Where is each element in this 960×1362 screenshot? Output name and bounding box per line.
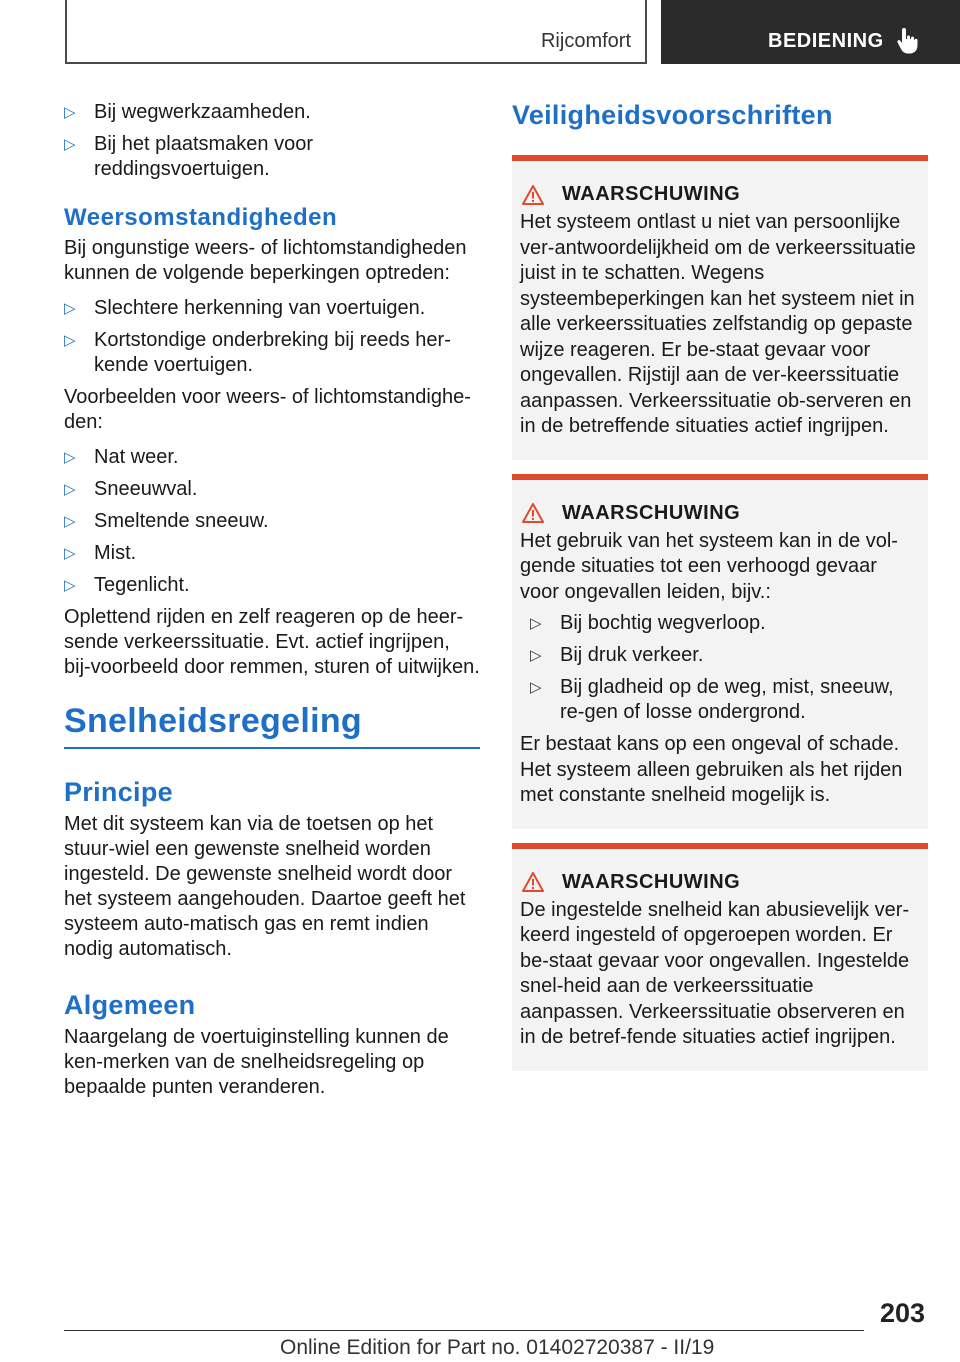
weather-advice-text: Oplettend rijden en zelf reageren op de heer-sende verkeerssituatie. Evt. actief ingrijpen, bij-voorbeeld door remmen, sturen of uitwijken. [64, 606, 480, 678]
warning-title [520, 502, 920, 525]
footer-edition-text: Online Edition for Part no. 01402720387 - II/19 [280, 1336, 715, 1359]
warning-title [520, 871, 920, 894]
warning-label: WAARSCHUWING [562, 501, 741, 524]
triangle-bullet-icon: ▷ [64, 545, 76, 562]
warning-label: WAARSCHUWING [562, 183, 741, 205]
triangle-bullet-icon: ▷ [530, 679, 542, 696]
warning-triangle-icon [522, 503, 544, 523]
list-item: ▷ Slechtere herkenning van voertuigen. [64, 297, 426, 319]
page-number: 203 [880, 1298, 926, 1328]
weather-heading: Weersomstandigheden [64, 204, 338, 231]
list-item: ▷ Bij gladheid op de weg, mist, sneeuw, re-gen of losse ondergrond. [530, 676, 894, 723]
list-item: ▷ Kortstondige onderbreking bij reeds her-kende voertuigen. [64, 329, 451, 376]
list-item: ▷ Bij druk verkeer. [530, 644, 704, 666]
intro-bullet-list [64, 100, 480, 182]
pointing-hand-icon [897, 28, 919, 54]
triangle-bullet-icon: ▷ [64, 481, 76, 498]
weather-intro-text: Bij ongunstige weers- of lichtomstandigheden kunnen de volgende beperkingen optreden: [64, 237, 467, 284]
list-item: ▷ Sneeuwval. [64, 478, 198, 500]
warning-title [520, 183, 920, 206]
warning-text: Het systeem ontlast u niet van persoonlijke ver-antwoordelijkheid om de verkeerssituatie juist in te schatten. Wegens systeembeperkingen kan het systeem niet in alle verkeerssituaties zelfstandig op gepaste wijze reageren. Er be-staat gevaar voor ongevallen. Rijstijl aan de ver-keerssituatie aanpassen. Verkeerssituatie ob-serveren en in de betreffende situaties actief ingrijpen. [520, 211, 916, 437]
right-column [512, 100, 928, 1085]
triangle-bullet-icon: ▷ [64, 136, 76, 153]
section-title-rule [64, 702, 480, 749]
list-item: ▷ Tegenlicht. [64, 574, 190, 596]
weather-examples-text: Voorbeelden voor weers- of lichtomstandighe-den: [64, 386, 471, 433]
triangle-bullet-icon: ▷ [530, 615, 542, 632]
header-chapter-title: BEDIENING [768, 30, 884, 52]
list-item: ▷ Bij wegwerkzaamheden. [64, 101, 311, 123]
general-text: Naargelang de voertuiginstelling kunnen de ken-merken van de snelheidsregeling op bepaalde punten veranderen. [64, 1026, 449, 1098]
warning-box [512, 843, 928, 1071]
list-item: ▷ Bij het plaatsmaken voor reddingsvoertuigen. [64, 133, 314, 180]
header-section-box [65, 0, 647, 64]
warning-bullet-list [530, 611, 920, 725]
section-title: Snelheidsregeling [64, 702, 362, 740]
warning-box [512, 155, 928, 460]
triangle-bullet-icon: ▷ [64, 513, 76, 530]
weather-limitations-list [64, 296, 480, 378]
triangle-bullet-icon: ▷ [530, 647, 542, 664]
warning-text: Het gebruik van het systeem kan in de vol-gende situaties tot een verhoogd gevaar voor ongevallen leiden, bijv.: [520, 529, 898, 603]
list-item: ▷ Smeltende sneeuw. [64, 510, 269, 532]
weather-examples-list [64, 445, 480, 598]
warning-box [512, 474, 928, 829]
principle-text: Met dit systeem kan via de toetsen op het stuur-wiel een gewenste snelheid worden ingesteld. De gewenste snelheid wordt door het systeem aangehouden. Daartoe geeft het systeem auto-matisch gas en remt indien nodig automatisch. [64, 813, 466, 960]
triangle-bullet-icon: ▷ [64, 300, 76, 317]
triangle-bullet-icon: ▷ [64, 332, 76, 349]
principle-heading: Principe [64, 777, 173, 807]
warning-triangle-icon [522, 872, 544, 892]
triangle-bullet-icon: ▷ [64, 104, 76, 121]
warning-label: WAARSCHUWING [562, 870, 741, 893]
triangle-bullet-icon: ▷ [64, 577, 76, 594]
left-column [64, 100, 480, 1100]
general-heading: Algemeen [64, 990, 196, 1020]
warning-triangle-icon [522, 185, 544, 205]
list-item: ▷ Nat weer. [64, 446, 179, 468]
list-item: ▷ Mist. [64, 542, 137, 564]
footer-divider [64, 1330, 864, 1331]
warning-text-2: Er bestaat kans op een ongeval of schade. Het systeem alleen gebruiken als het rijden met constante snelheid mogelijk is. [520, 733, 903, 806]
triangle-bullet-icon: ▷ [64, 449, 76, 466]
list-item: ▷ Bij bochtig wegverloop. [530, 612, 766, 634]
header-chapter-box [661, 0, 960, 64]
header-section-title: Rijcomfort [540, 30, 631, 52]
safety-heading: Veiligheidsvoorschriften [512, 100, 833, 130]
warning-text: De ingestelde snelheid kan abusievelijk ver-keerd ingesteld of opgeroepen worden. Er be-staat gevaar voor ongevallen. Ingestelde snel-heid aan de verkeerssituatie aanpassen. Verkeerssituatie observeren en in de betref-fende situaties actief ingrijpen. [520, 898, 910, 1048]
